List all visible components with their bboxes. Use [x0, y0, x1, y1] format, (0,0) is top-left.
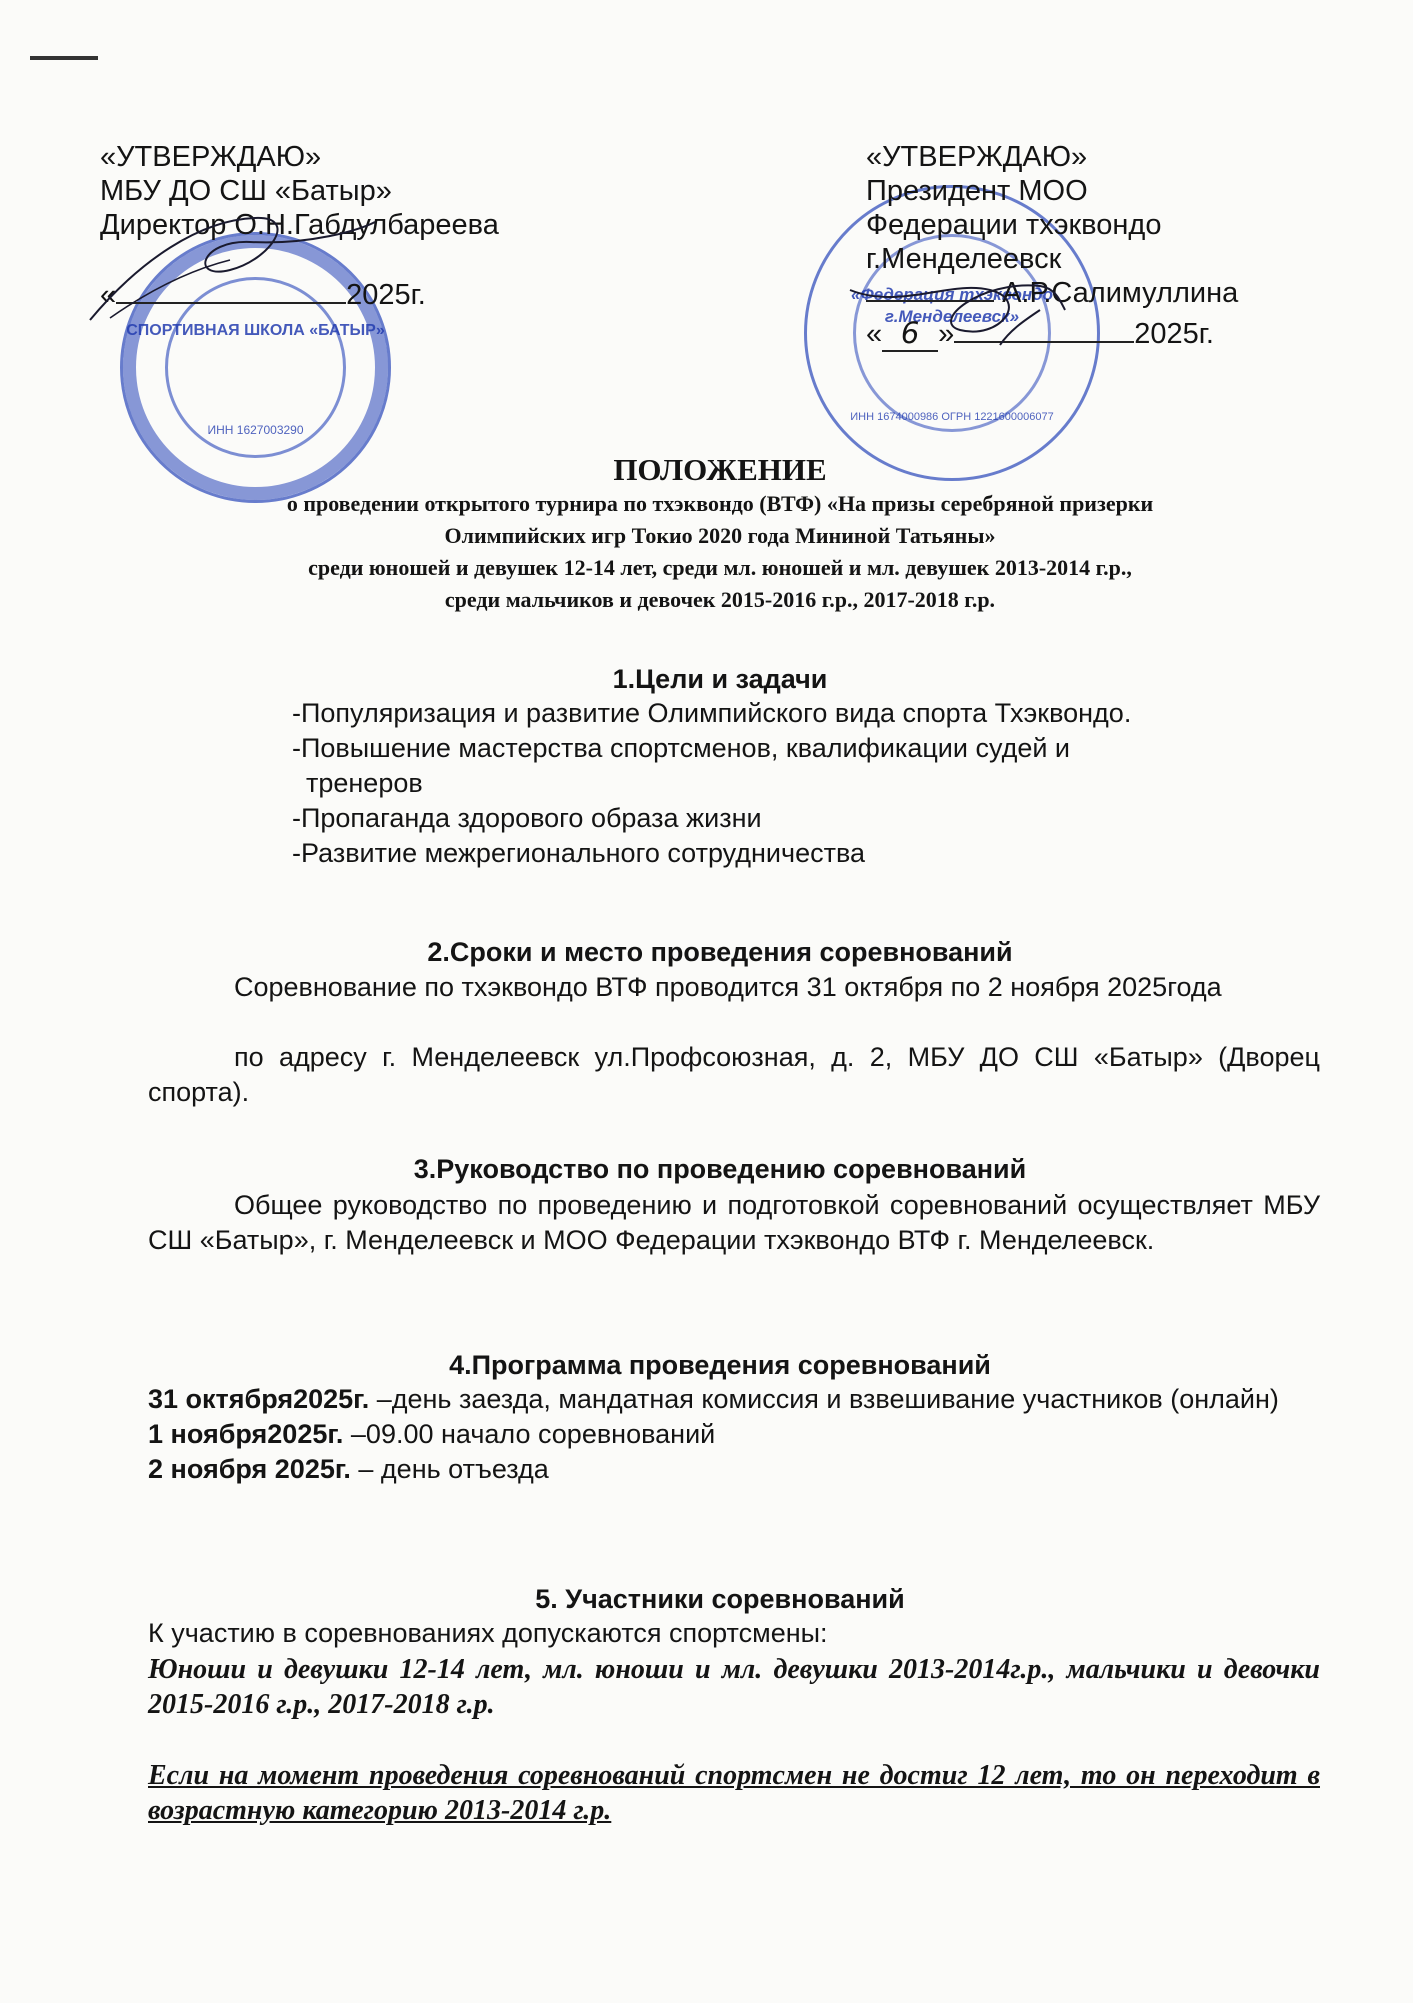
section5-note: Если на момент проведения соревнований спортсмен не достиг 12 лет, то он переходит в возрастную категорию 2013-2014 г.р.	[148, 1760, 1320, 1826]
title-line3: среди юношей и девушек 12-14 лет, среди мл. юношей и мл. девушек 2013-2014 г.р.,	[308, 555, 1132, 580]
section5-intro: К участию в соревнованиях допускаются спортсмены:	[148, 1618, 828, 1648]
approval-signer: А.Р.Салимуллина	[1002, 277, 1239, 309]
section2-para1: Соревнование по тхэквондо ВТФ проводится 31 октября по 2 ноября 2025года	[234, 972, 1222, 1002]
program-date: 1 ноября2025г.	[148, 1419, 344, 1449]
approval-director: Директор О.Н.Габдулбареева	[100, 209, 499, 241]
list-item: -Пропаганда здорового образа жизни	[292, 803, 762, 833]
date-year: 2025г.	[1134, 318, 1214, 350]
list-item: -Развитие межрегионального сотрудничества	[292, 838, 866, 868]
section1-title: 1.Цели и задачи	[612, 664, 828, 694]
section3-para: Общее руководство по проведению и подготовкой соревнований осуществляет МБУ СШ «Батыр», г. Менделеевск и МОО Федерации тхэквондо ВТФ г. Менделеевск.	[148, 1190, 1320, 1255]
title-line2: Олимпийских игр Токио 2020 года Мининой Татьяны»	[444, 523, 996, 548]
program-date: 2 ноября 2025г.	[148, 1454, 351, 1484]
director-signature	[80, 200, 380, 330]
scan-mark	[30, 56, 98, 60]
list-item: -Популяризация и развитие Олимпийского вида спорта Тхэквондо.	[292, 698, 1132, 728]
approval-line1: Президент МОО	[866, 175, 1088, 207]
program-row	[148, 1382, 1320, 1417]
approval-line2: Федерации тхэквондо	[866, 209, 1162, 241]
stamp-inn: ИНН 1674000986 ОГРН 1221600006077	[850, 411, 1054, 423]
stamp-inn: ИНН 1627003290	[207, 423, 304, 437]
section5-title: 5. Участники соревнований	[535, 1584, 905, 1614]
program-text: –день заезда, мандатная комиссия и взвешивание участников (онлайн)	[369, 1384, 1279, 1414]
approval-line3: г.Менделеевск	[866, 243, 1062, 275]
date-day: 6	[882, 316, 938, 352]
section3-title: 3.Руководство по проведению соревнований	[413, 1154, 1027, 1184]
president-signature	[840, 250, 1070, 370]
title-line1: о проведении открытого турнира по тхэквондо (ВТФ) «На призы серебряной призерки	[286, 491, 1154, 516]
date-open: «	[100, 279, 117, 311]
section5-categories: Юноши и девушки 12-14 лет, мл. юноши и мл. девушки 2013-2014г.р., мальчики и девочки 2015-2016 г.р., 2017-2018 г.р.	[148, 1654, 1320, 1720]
date-close: »	[938, 318, 955, 350]
program-row	[148, 1417, 1320, 1452]
title-line4: среди мальчиков и девочек 2015-2016 г.р., 2017-2018 г.р.	[444, 587, 996, 612]
title-main: ПОЛОЖЕНИЕ	[613, 452, 827, 487]
program-text: –09.00 начало соревнований	[343, 1419, 716, 1449]
stamp-center-text: СПОРТИВНАЯ ШКОЛА «БАТЫР»	[126, 322, 385, 339]
date-open: «	[866, 318, 883, 350]
section4-title: 4.Программа проведения соревнований	[449, 1350, 991, 1380]
program-row	[148, 1452, 1320, 1487]
program-date: 31 октября2025г.	[148, 1384, 370, 1414]
list-item: -Повышение мастерства спортсменов, квалификации судей и	[292, 733, 1071, 763]
approval-org: МБУ ДО СШ «Батыр»	[100, 175, 392, 207]
section4-program	[148, 1382, 1320, 1487]
section2-title: 2.Сроки и место проведения соревнований	[427, 937, 1013, 967]
section1-list	[292, 696, 1292, 871]
list-item: тренеров	[306, 768, 423, 798]
approval-heading: «УТВЕРЖДАЮ»	[866, 141, 1088, 173]
section2-para2: по адресу г. Менделеевск ул.Профсоюзная, д. 2, МБУ ДО СШ «Батыр» (Дворец спорта).	[148, 1042, 1320, 1107]
date-year: 2025г.	[346, 279, 426, 311]
program-text: – день отъезда	[350, 1454, 549, 1484]
approval-heading: «УТВЕРЖДАЮ»	[100, 141, 322, 173]
stamp-center-text: «Федерация тхэквондо г.Менделеевск»	[850, 285, 1054, 326]
document-title	[140, 452, 1300, 616]
